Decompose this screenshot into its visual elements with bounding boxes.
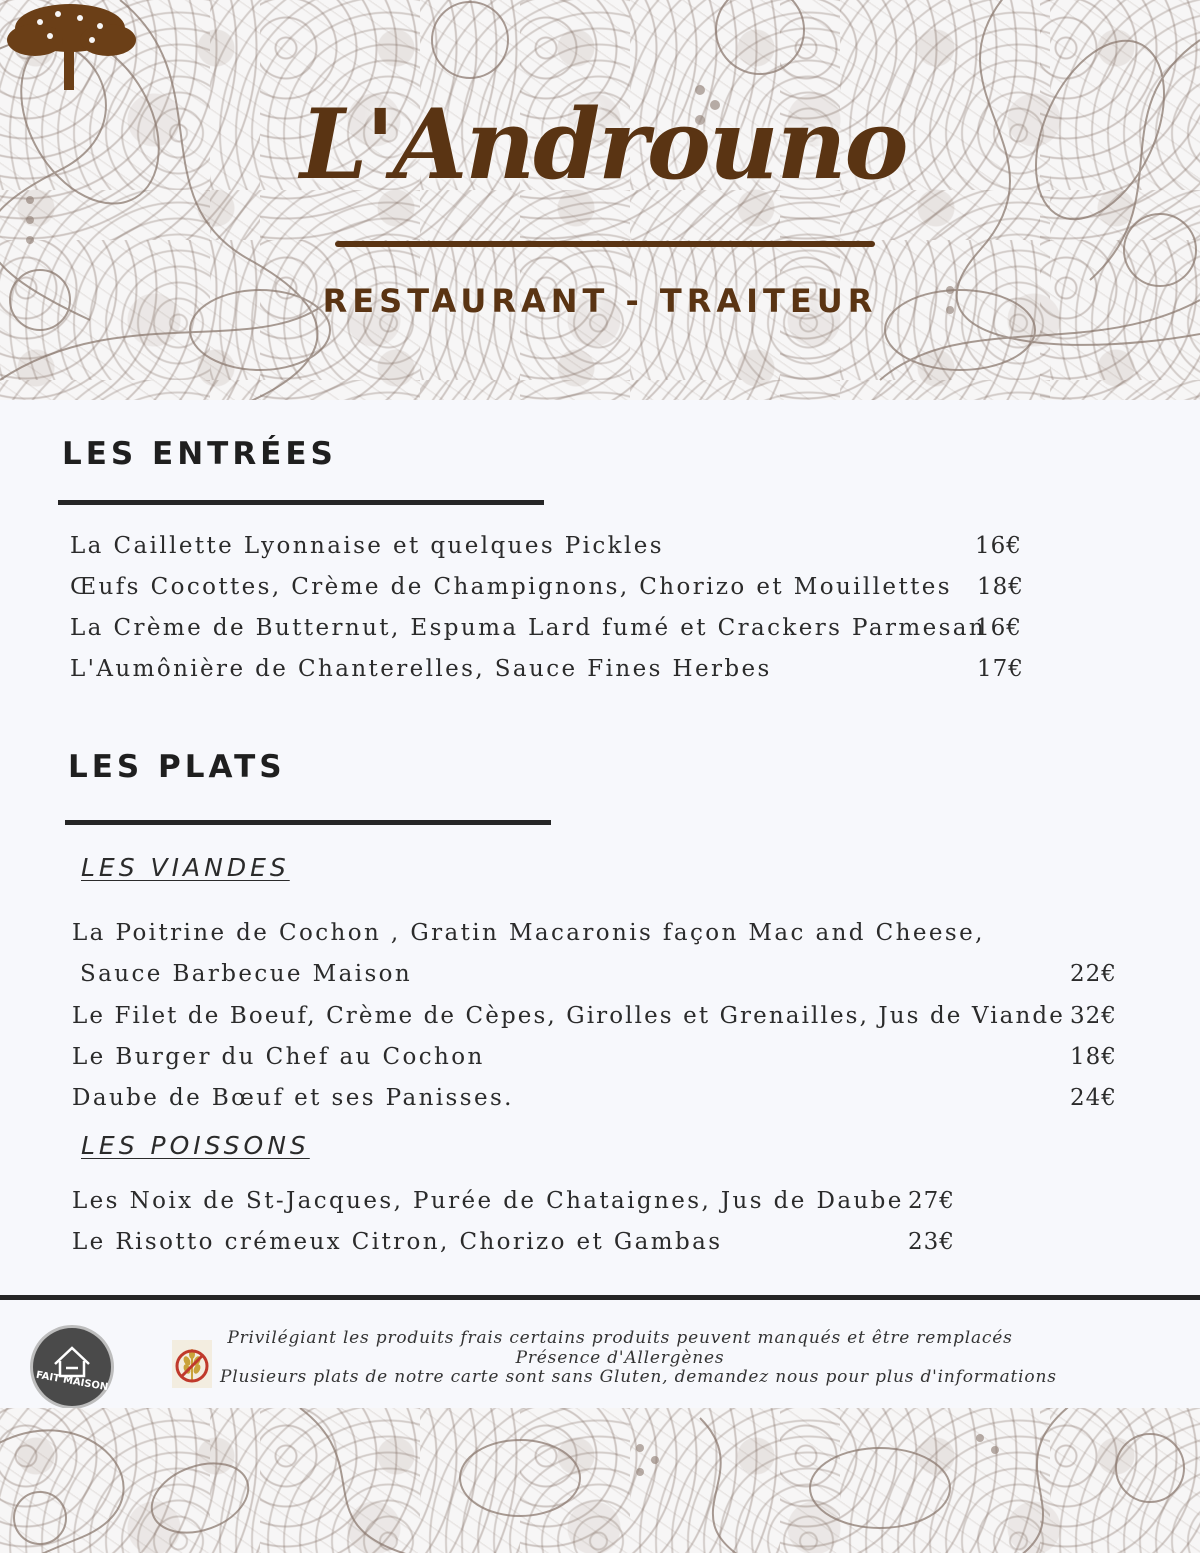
fait-maison-label: FAIT MAISON (35, 1369, 109, 1394)
menu-item-name: La Crème de Butternut, Espuma Lard fumé et Crackers Parmesan (70, 615, 987, 641)
fait-maison-badge (33, 1328, 111, 1406)
menu-item-price: 22€ (1070, 961, 1117, 987)
footer-ornament-band (0, 1408, 1200, 1553)
menu-item-price: 18€ (977, 574, 1024, 600)
menu-item-name-continued: Sauce Barbecue Maison (80, 961, 413, 987)
brand-name: L'Androuno (300, 88, 907, 201)
menu-item-price: 23€ (908, 1229, 955, 1255)
menu-item-price: 24€ (1070, 1085, 1117, 1111)
subsection-title-viandes: LES VIANDES (81, 853, 290, 882)
menu-item-name: Le Risotto crémeux Citron, Chorizo et Gambas (72, 1229, 723, 1255)
house-icon (33, 1328, 111, 1406)
menu-item-name: Les Noix de St-Jacques, Purée de Chataignes, Jus de Daube (72, 1188, 904, 1214)
paisley-ornament (0, 1408, 1200, 1553)
menu-item-price: 18€ (1070, 1044, 1117, 1070)
menu-item-price: 32€ (1070, 1003, 1117, 1029)
footer-note-fresh-products: Privilégiant les produits frais certains produits peuvent manqués et être remplacés (227, 1328, 1013, 1348)
menu-item-name: La Caillette Lyonnaise et quelques Pickles (70, 533, 664, 559)
menu-item-price: 16€ (975, 533, 1022, 559)
section-divider-plats (65, 820, 551, 825)
menu-item-price: 16€ (975, 615, 1022, 641)
menu-item-name: Le Filet de Boeuf, Crème de Cèpes, Girolles et Grenailles, Jus de Viande (72, 1003, 1065, 1029)
menu-item-name: La Poitrine de Cochon , Gratin Macaronis façon Mac and Cheese, (72, 920, 985, 946)
section-title-entrees: LES ENTRÉES (62, 436, 337, 472)
menu-item-name: Le Burger du Chef au Cochon (72, 1044, 485, 1070)
footer-divider (0, 1295, 1200, 1300)
menu-item-name: L'Aumônière de Chanterelles, Sauce Fines Herbes (70, 656, 772, 682)
tree-logo-icon (0, 0, 140, 90)
subsection-title-poissons: LES POISSONS (81, 1131, 310, 1160)
menu-item-price: 27€ (908, 1188, 955, 1214)
brand-underline (335, 241, 875, 247)
section-title-plats: LES PLATS (68, 749, 286, 785)
menu-item-name: Daube de Bœuf et ses Panisses. (72, 1085, 514, 1111)
gluten-free-icon (172, 1340, 212, 1388)
header-ornament-band (0, 0, 1200, 400)
brand-tagline: RESTAURANT - TRAITEUR (322, 282, 878, 320)
footer-note-gluten: Plusieurs plats de notre carte sont sans Gluten, demandez nous pour plus d'informations (220, 1367, 1057, 1387)
section-divider-entrees (58, 500, 544, 505)
menu-item-name: Œufs Cocottes, Crème de Champignons, Chorizo et Mouillettes (70, 574, 952, 600)
menu-item-price: 17€ (977, 656, 1024, 682)
footer-note-allergens: Présence d'Allergènes (515, 1348, 725, 1368)
